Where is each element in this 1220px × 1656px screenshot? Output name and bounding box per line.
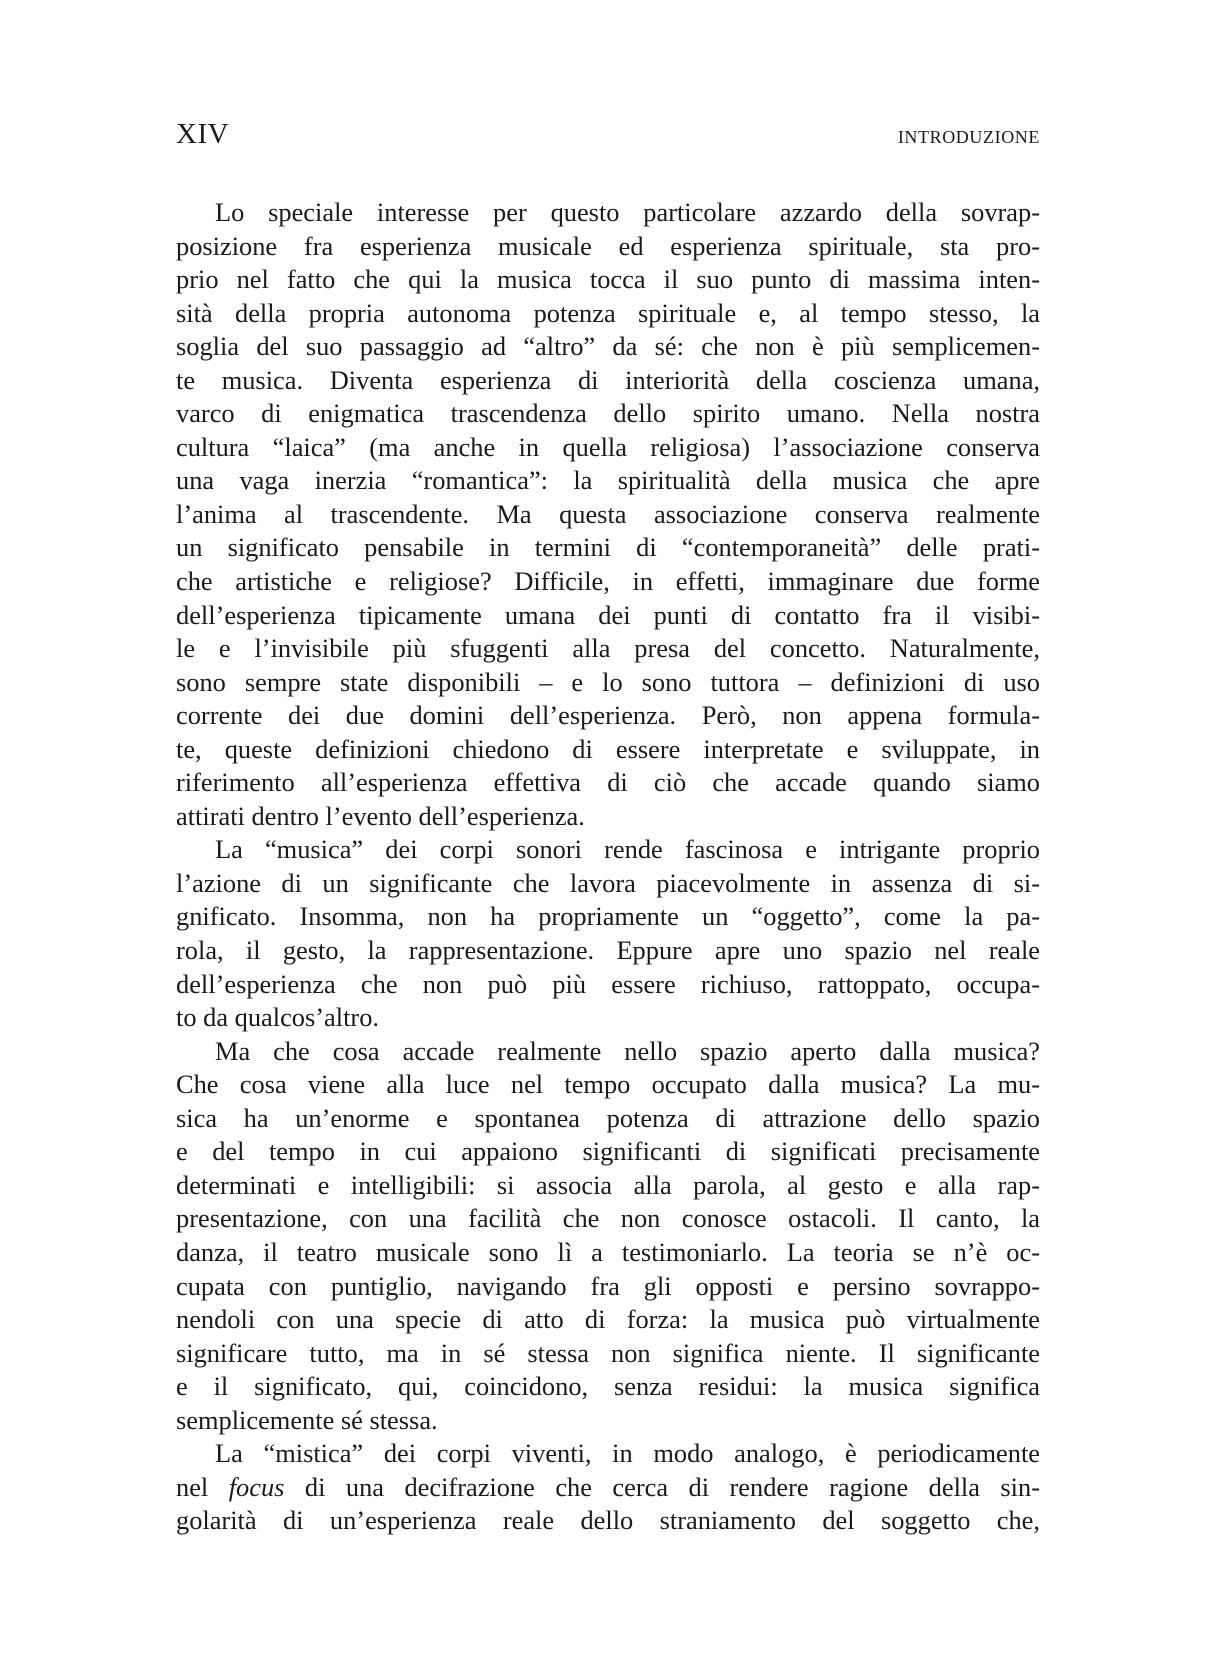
text-line: rola, il gesto, la rappresentazione. Eppure apre uno spazio nel reale (176, 935, 1040, 966)
text-line: La “mistica” dei corpi viventi, in modo analogo, è periodicamente (215, 1438, 1040, 1469)
paragraph-3 (176, 1035, 1040, 1438)
italic-term: focus (228, 1471, 285, 1502)
text-line: dell’esperienza che non può più essere richiuso, rattoppato, occupa- (176, 968, 1040, 999)
text-line: sono sempre state disponibili – e lo sono tuttora – definizioni di uso (176, 666, 1040, 697)
text-line: l’anima al trascendente. Ma questa associazione conserva realmente (176, 498, 1040, 529)
text-line: sità della propria autonoma potenza spirituale e, al tempo stesso, la (176, 297, 1040, 328)
text-line: La “musica” dei corpi sonori rende fascinosa e intrigante proprio (215, 834, 1040, 865)
text-line: nendoli con una specie di atto di forza: la musica può virtualmente (176, 1304, 1040, 1335)
text-line: cupata con puntiglio, navigando fra gli opposti e persino sovrappo- (176, 1270, 1040, 1301)
text-line: significare tutto, ma in sé stessa non significa niente. Il significante (176, 1337, 1040, 1368)
text-line: riferimento all’esperienza effettiva di ciò che accade quando siamo (176, 767, 1040, 798)
text-line: to da qualcos’altro. (176, 1002, 379, 1033)
text-line: e il significato, qui, coincidono, senza residui: la musica significa (176, 1371, 1040, 1402)
text-line: Che cosa viene alla luce nel tempo occupato dalla musica? La mu- (176, 1069, 1040, 1100)
text-line: l’azione di un significante che lavora piacevolmente in assenza di si- (176, 867, 1040, 898)
text-line: che artistiche e religiose? Difficile, in effetti, immaginare due forme (176, 566, 1040, 597)
text-line: semplicemente sé stessa. (176, 1404, 438, 1435)
text-line: una vaga inerzia “romantica”: la spiritualità della musica che apre (176, 465, 1040, 496)
text-line: gnificato. Insomma, non ha propriamente un “oggetto”, come la pa- (176, 901, 1040, 932)
text-line: presentazione, con una facilità che non conosce ostacoli. Il canto, la (176, 1203, 1040, 1234)
paragraph-4 (176, 1437, 1040, 1538)
text-line: posizione fra esperienza musicale ed esperienza spirituale, sta pro- (176, 230, 1040, 261)
text-line: varco di enigmatica trascendenza dello spirito umano. Nella nostra (176, 398, 1040, 429)
page-number: XIV (176, 118, 230, 150)
text-line: un significato pensabile in termini di “contemporaneità” delle prati- (176, 532, 1040, 563)
text-line: le e l’invisibile più sfuggenti alla presa del concetto. Naturalmente, (176, 633, 1040, 664)
text-line: corrente dei due domini dell’esperienza. Però, non appena formula- (176, 700, 1040, 731)
text-line: danza, il teatro musicale sono lì a testimoniarlo. La teoria se n’è oc- (176, 1236, 1040, 1267)
text-line: cultura “laica” (ma anche in quella religiosa) l’associazione conserva (176, 431, 1040, 462)
text-line: soglia del suo passaggio ad “altro” da sé: che non è più semplicemen- (176, 331, 1040, 362)
text-line: Lo speciale interesse per questo particolare azzardo della sovrap- (215, 197, 1040, 227)
text-line: golarità di un’esperienza reale dello straniamento del soggetto che, (176, 1505, 1040, 1536)
paragraph-2 (176, 833, 1040, 1034)
text-run: di una decifrazione che cerca di rendere ragione della sin- (284, 1471, 1040, 1502)
text-run: nel (176, 1471, 229, 1502)
text-line: determinati e intelligibili: si associa alla parola, al gesto e alla rap- (176, 1169, 1040, 1200)
paragraph-1 (176, 196, 1040, 833)
text-line: sica ha un’enorme e spontanea potenza di attrazione dello spazio (176, 1102, 1040, 1133)
text-line: Ma che cosa accade realmente nello spazio aperto dalla musica? (215, 1035, 1040, 1066)
running-head-title: INTRODUZIONE (897, 127, 1040, 147)
running-head (176, 118, 1040, 158)
text-line: prio nel fatto che qui la musica tocca il suo punto di massima inten- (176, 264, 1040, 295)
text-line: te musica. Diventa esperienza di interiorità della coscienza umana, (176, 364, 1040, 395)
body-text (176, 196, 1040, 1538)
text-line: e del tempo in cui appaiono significanti di significati precisamente (176, 1136, 1040, 1167)
text-line: dell’esperienza tipicamente umana dei punti di contatto fra il visibi- (176, 599, 1040, 630)
text-line: te, queste definizioni chiedono di essere interpretate e sviluppate, in (176, 733, 1040, 764)
text-line: attirati dentro l’evento dell’esperienza. (176, 800, 585, 831)
text-line (176, 1471, 1040, 1505)
